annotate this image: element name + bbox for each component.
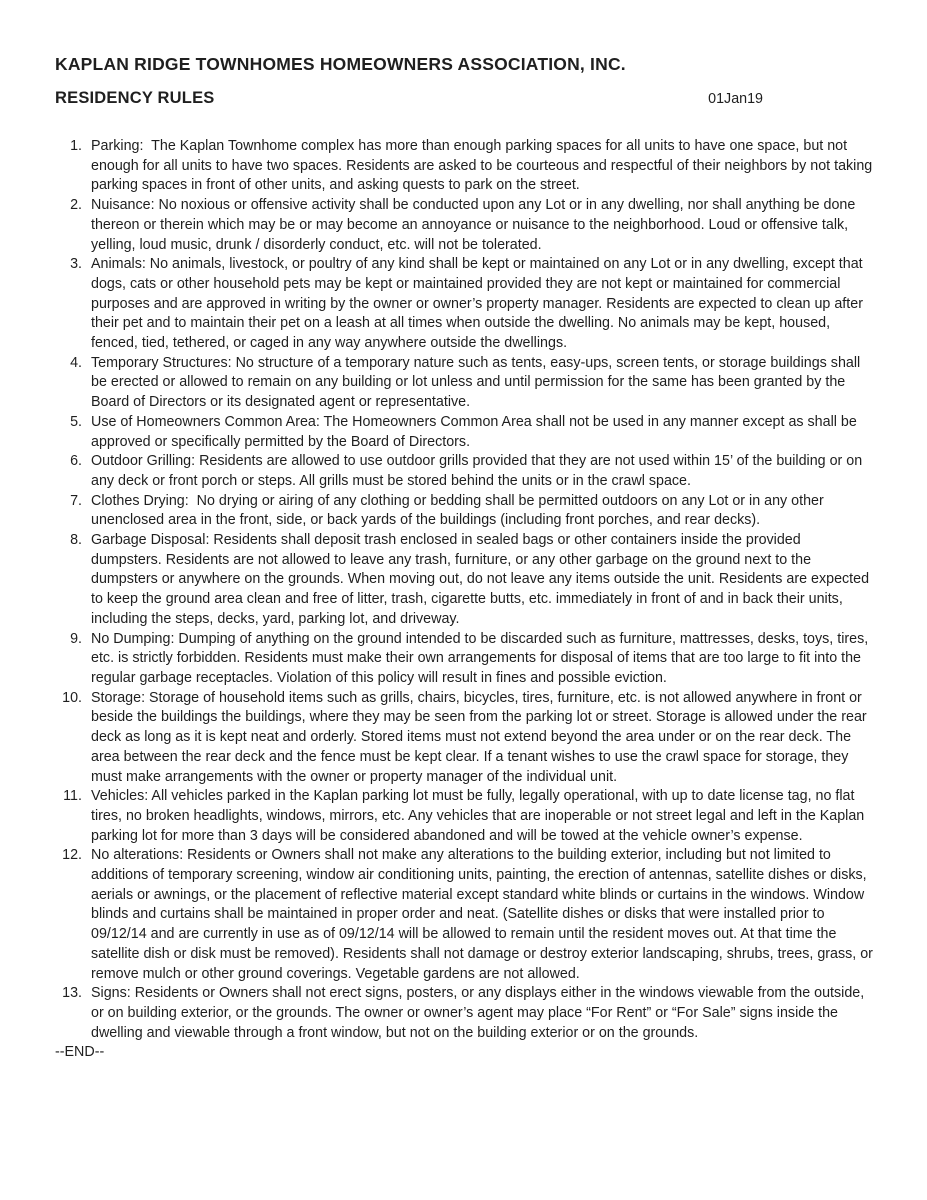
rule-number: 4. — [70, 354, 82, 371]
rule-text: Use of Homeowners Common Area: The Homeowners Common Area shall not be used in any manner except as shall be approved or specifically permitted by the Board of Directors. — [91, 413, 861, 450]
rule-text: Storage: Storage of household items such as grills, chairs, bicycles, tires, furniture, etc. is not allowed anywhere in front or beside the buildings the buildings, where they may be seen from the parking lot or street. Storage is allowed under the rear deck as long as it is kept neat and orderly. Stored items must not extend beyond the area under or on the rear deck. The area between the rear deck and the fence must be kept clear. If a tenant wishes to use the crawl space for storage, they must make arrangements with the owner or property manager of the individual unit. — [91, 689, 871, 785]
rule-text: No Dumping: Dumping of anything on the ground intended to be discarded such as furniture, mattresses, desks, toys, tires, etc. is strictly forbidden. Residents must make their own arrangements for disposal of items that are too large to fit into the regular garbage receptacles. Violation of this policy will result in fines and possible eviction. — [91, 630, 873, 686]
rule-item — [55, 492, 875, 531]
rule-text: Nuisance: No noxious or offensive activity shall be conducted upon any Lot or in any dwelling, nor shall anything be done thereon or therein which may be or may become an annoyance or nuisance to the neighborhood. Loud or offensive talk, yelling, loud music, drunk / disorderly conduct, etc. will not be tolerated. — [91, 197, 860, 253]
rule-number: 9. — [70, 630, 82, 647]
subtitle-row — [55, 88, 875, 108]
rule-item — [55, 196, 875, 255]
document-date: 01Jan19 — [708, 91, 763, 107]
rule-number: 8. — [70, 532, 82, 549]
rule-text: Vehicles: All vehicles parked in the Kaplan parking lot must be fully, legally operational, with up to date license tag, no flat tires, no broken headlights, windows, mirrors, etc. Any vehicles that are inoperable or not street legal and left in the Kaplan parking lot for more than 3 days will be considered abandoned and will be towed at the vehicle owner’s expense. — [91, 788, 869, 844]
rule-number: 13. — [62, 985, 82, 1002]
rule-number: 5. — [70, 413, 82, 430]
rule-item — [55, 137, 875, 196]
rule-item — [55, 452, 875, 491]
rule-item — [55, 630, 875, 689]
rule-text: No alterations: Residents or Owners shall not make any alterations to the building exterior, including but not limited to additions of temporary screening, window air conditioning units, painting, the erection of antennas, satellite dishes or disks, aerials or awnings, or the placement of reflective material except standard white blinds or curtains in the windows. Window blinds and curtains shall be maintained in proper order and neat. (Satellite dishes or disks that were installed prior to 09/12/14 and are currently in use as of 09/12/14 will be allowed to remain until the resident moves out. At that time the satellite dish or disk must be removed). Residents shall not damage or destroy exterior landscaping, shrubs, trees, grass, or remove mulch or other ground coverings. Vegetable gardens are not allowed. — [91, 847, 877, 982]
rule-item — [55, 689, 875, 788]
rule-text: Signs: Residents or Owners shall not erect signs, posters, or any displays either in the windows viewable from the outside, or on building exterior, or the grounds. The owner or owner’s agent may place “For Rent” or “For Sale” signs inside the dwelling and viewable through a front window, but not on the building exterior or on the grounds. — [91, 985, 869, 1041]
rule-item — [55, 984, 875, 1043]
end-marker: --END-- — [55, 1044, 105, 1061]
rule-item — [55, 413, 875, 452]
rule-number: 2. — [70, 197, 82, 214]
rule-number: 12. — [62, 847, 82, 864]
rule-text: Clothes Drying: No drying or airing of any clothing or bedding shall be permitted outdoors on any Lot or in any other unenclosed area in the front, side, or back yards of the buildings (including front porches, and rear decks). — [91, 492, 828, 529]
document-title: KAPLAN RIDGE TOWNHOMES HOMEOWNERS ASSOCIATION, INC. — [55, 54, 626, 74]
rule-text: Temporary Structures: No structure of a temporary nature such as tents, easy-ups, screen tents, or storage buildings shall be erected or allowed to remain on any building or lot unless and until permission for the same has been granted by the Board of Directors or its designated agent or representative. — [91, 354, 865, 411]
rules-list — [55, 137, 875, 1043]
rule-item — [55, 354, 875, 413]
rule-number: 6. — [70, 453, 82, 470]
rule-number: 10. — [62, 689, 82, 706]
rule-number: 7. — [70, 492, 82, 509]
rule-number: 3. — [70, 256, 82, 273]
rule-number: 1. — [70, 138, 82, 154]
rule-item — [55, 255, 875, 354]
rule-text: Outdoor Grilling: Residents are allowed to use outdoor grills provided that they are not used within 15’ of the building or on any deck or front porch or steps. All grills must be stored behind the units or in the crawl space. — [91, 453, 867, 489]
rule-item — [55, 787, 875, 846]
rule-item — [55, 846, 875, 984]
rule-text: Parking: The Kaplan Townhome complex has more than enough parking spaces for all units to have one space, but not enough for all units to have two spaces. Residents are asked to be courteous and respectful of their neighbors by not taking parking spaces in front of other units, and asking quests to park on the street. — [91, 138, 877, 194]
rule-text: Animals: No animals, livestock, or poultry of any kind shall be kept or maintained on any Lot or in any dwelling, except that dogs, cats or other household pets may be kept or maintained provided they are not kept or maintained for commercial purposes and are approved in writing by the owner or owner’s property manager. Residents are expected to clean up after their pet and to maintain their pet on a leash at all times when outside the dwelling. No animals may be kept, housed, fenced, tied, tethered, or caged in any way anywhere outside the dwellings. — [91, 256, 867, 352]
rule-item — [55, 531, 875, 630]
rule-number: 11. — [63, 788, 82, 805]
rule-text: Garbage Disposal: Residents shall deposit trash enclosed in sealed bags or other containers inside the provided dumpsters. Residents are not allowed to leave any trash, furniture, or any other garbage on the ground next to the dumpsters or anywhere on the grounds. When moving out, do not leave any items outside the unit. Residents are expected to keep the ground area clean and free of litter, trash, cigarette butts, etc. immediately in front of and in back their units, including the steps, decks, yard, parking lot, and driveway. — [91, 532, 874, 627]
document-subtitle: RESIDENCY RULES — [55, 89, 215, 107]
